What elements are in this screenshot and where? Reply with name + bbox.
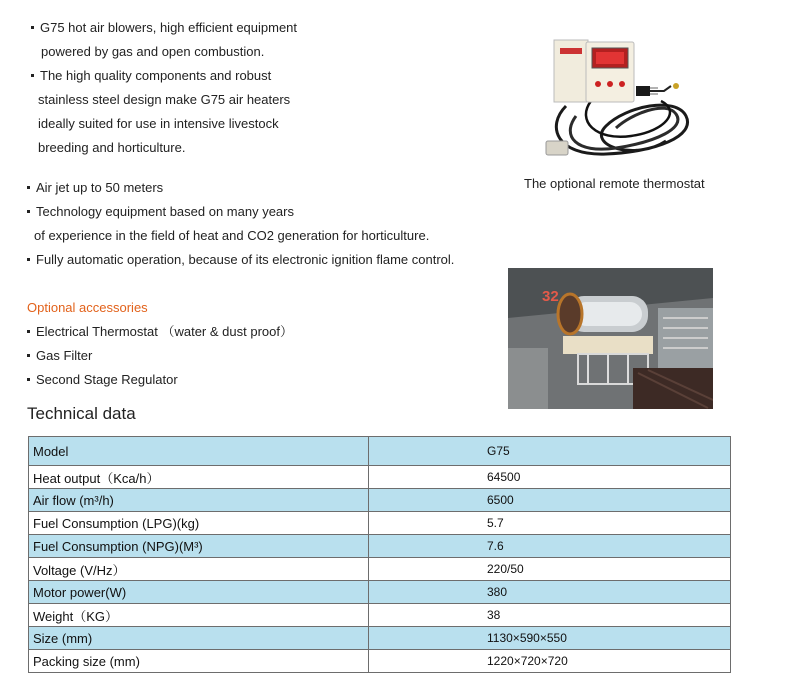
photo-number-label: 32 (542, 288, 559, 305)
installation-illustration (508, 268, 713, 409)
thermostat-caption: The optional remote thermostat (524, 176, 705, 191)
table-row (29, 627, 731, 650)
technical-data-title: Technical data (27, 404, 136, 423)
accessory-item: Gas Filter (27, 344, 293, 368)
installation-photo (508, 268, 713, 409)
row-label: Heat output（Kca/h） (29, 466, 369, 489)
feature-2-line-1: The high quality components and robust (31, 64, 290, 88)
row-label: Air flow (m³/h) (29, 489, 369, 512)
feature-1-line-1: G75 hot air blowers, high efficient equipment (31, 16, 297, 40)
row-label: Packing size (mm) (29, 650, 369, 673)
table-row (29, 604, 731, 627)
row-value: 6500 (369, 489, 731, 512)
row-value: 5.7 (369, 512, 731, 535)
feature-5 (27, 248, 454, 272)
feature-4 (27, 200, 429, 248)
feature-2-line-3: ideally suited for use in intensive livestock (38, 116, 279, 131)
table-row (29, 489, 731, 512)
table-row (29, 558, 731, 581)
feature-2 (31, 64, 290, 160)
table-row (29, 466, 731, 489)
table-header-value: G75 (369, 437, 731, 466)
accessory-item: Electrical Thermostat （water & dust proof） (27, 320, 293, 344)
row-value: 220/50 (369, 558, 731, 581)
row-value: 380 (369, 581, 731, 604)
table-header-label: Model (29, 437, 369, 466)
table-row (29, 581, 731, 604)
feature-4-line-2: of experience in the field of heat and CO2 generation for horticulture. (34, 228, 430, 243)
row-value: 7.6 (369, 535, 731, 558)
row-value: 1130×590×550 (369, 627, 731, 650)
technical-data-table (28, 436, 731, 673)
accessories-list (27, 320, 293, 392)
row-label: Size (mm) (29, 627, 369, 650)
row-value: 38 (369, 604, 731, 627)
feature-2-line-4: breeding and horticulture. (38, 140, 186, 155)
row-label: Fuel Consumption (NPG)(M³) (29, 535, 369, 558)
row-value: 64500 (369, 466, 731, 489)
feature-4-line-1: Technology equipment based on many years (27, 200, 429, 224)
row-label: Fuel Consumption (LPG)(kg) (29, 512, 369, 535)
feature-1 (31, 16, 297, 64)
feature-3 (27, 176, 163, 200)
table-header-row (29, 437, 731, 466)
feature-3-line-1: Air jet up to 50 meters (27, 176, 163, 200)
accessory-item: Second Stage Regulator (27, 368, 293, 392)
feature-5-line-1: Fully automatic operation, because of its electronic ignition flame control. (27, 248, 454, 272)
accessories-title: Optional accessories (27, 300, 148, 315)
row-label: Voltage (V/Hz） (29, 558, 369, 581)
table-row (29, 535, 731, 558)
feature-2-line-2: stainless steel design make G75 air heaters (38, 92, 291, 107)
row-value: 1220×720×720 (369, 650, 731, 673)
row-label: Motor power(W) (29, 581, 369, 604)
table-row (29, 512, 731, 535)
feature-1-line-2: powered by gas and open combustion. (41, 44, 265, 59)
table-row (29, 650, 731, 673)
row-label: Weight（KG） (29, 604, 369, 627)
thermostat-photo (536, 36, 706, 166)
thermostat-illustration (536, 36, 706, 166)
